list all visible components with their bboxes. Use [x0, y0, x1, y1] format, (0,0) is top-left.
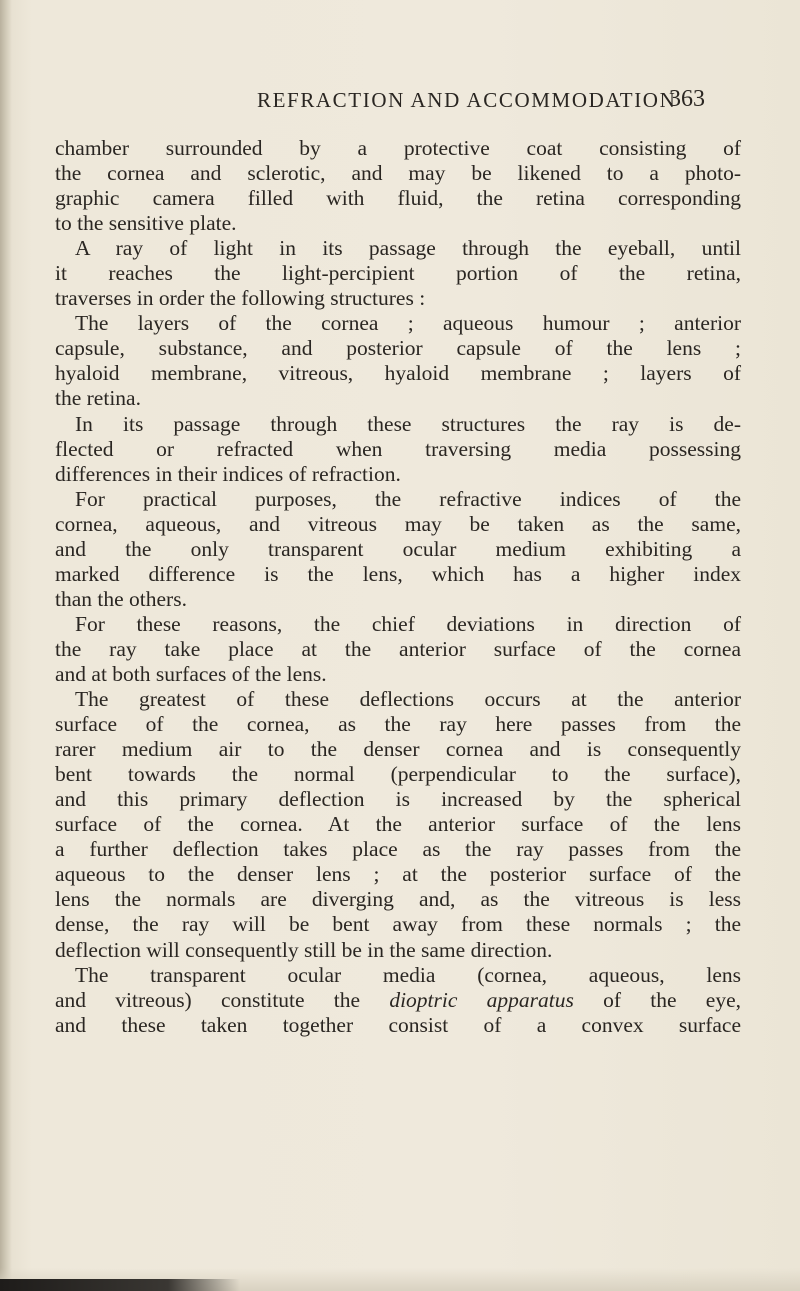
page-bottom-shadow-bar — [0, 1279, 240, 1291]
text-line: than the others. — [55, 586, 187, 611]
text-line: The transparent ocular media (cornea, aqueous, lens — [75, 962, 741, 987]
dioptric-apparatus-term: dioptric apparatus — [389, 987, 574, 1012]
text-line: The greatest of these deflections occurs at the anterior — [75, 687, 741, 712]
body-text — [55, 136, 741, 1038]
text-line: the ray take place at the anterior surface of the cornea — [55, 636, 741, 661]
text-line: rarer medium air to the denser cornea and is consequently — [55, 737, 741, 762]
text-line: a further deflection takes place as the ray passes from the — [55, 837, 741, 862]
text-line: traverses in order the following structures : — [55, 286, 426, 311]
text-line: and at both surfaces of the lens. — [55, 661, 327, 686]
text-line: the cornea and sclerotic, and may be likened to a photo- — [55, 161, 741, 186]
page-header — [0, 88, 800, 118]
text-line: to the sensitive plate. — [55, 211, 237, 236]
text-line: In its passage through these structures the ray is de- — [75, 411, 741, 436]
text-line-closing: and these taken together consist of a convex surface — [55, 1012, 741, 1037]
text-line: hyaloid membrane, vitreous, hyaloid membrane ; layers of — [55, 361, 741, 386]
final-line-after: of the eye, — [603, 987, 742, 1012]
text-line: For these reasons, the chief deviations in direction of — [75, 611, 741, 636]
text-line: and this primary deflection is increased by the spherical — [55, 787, 741, 812]
running-head: REFRACTION AND ACCOMMODATION — [257, 88, 677, 112]
text-line: the retina. — [55, 386, 141, 411]
text-line: lens the normals are diverging and, as the vitreous is less — [55, 887, 741, 912]
text-line: flected or refracted when traversing media possessing — [55, 436, 741, 461]
text-line: it reaches the light-percipient portion of the retina, — [55, 261, 741, 286]
text-line: marked difference is the lens, which has a higher index — [55, 561, 741, 586]
page-number: 363 — [669, 86, 705, 112]
text-line: For practical purposes, the refractive indices of the — [75, 486, 741, 511]
text-line: surface of the cornea. At the anterior surface of the lens — [55, 812, 741, 837]
page-spine-shadow — [0, 0, 12, 1291]
text-line: and the only transparent ocular medium exhibiting a — [55, 536, 741, 561]
text-line: deflection will consequently still be in the same direction. — [55, 937, 553, 962]
text-line: differences in their indices of refraction. — [55, 461, 401, 486]
text-line: chamber surrounded by a protective coat consisting of — [55, 136, 741, 160]
text-line: capsule, substance, and posterior capsule of the lens ; — [55, 336, 741, 361]
text-line: cornea, aqueous, and vitreous may be taken as the same, — [55, 511, 741, 536]
text-line: A ray of light in its passage through the eyeball, until — [75, 236, 741, 261]
text-line: bent towards the normal (perpendicular to the surface), — [55, 762, 741, 787]
text-line-final — [55, 988, 741, 1013]
text-line: graphic camera filled with fluid, the retina corresponding — [55, 186, 741, 211]
text-line: dense, the ray will be bent away from these normals ; the — [55, 912, 741, 937]
text-line: surface of the cornea, as the ray here passes from the — [55, 712, 741, 737]
text-line: aqueous to the denser lens ; at the posterior surface of the — [55, 862, 741, 887]
text-line: The layers of the cornea ; aqueous humour ; anterior — [75, 311, 741, 336]
final-line-before: and vitreous) constitute the — [55, 987, 361, 1012]
